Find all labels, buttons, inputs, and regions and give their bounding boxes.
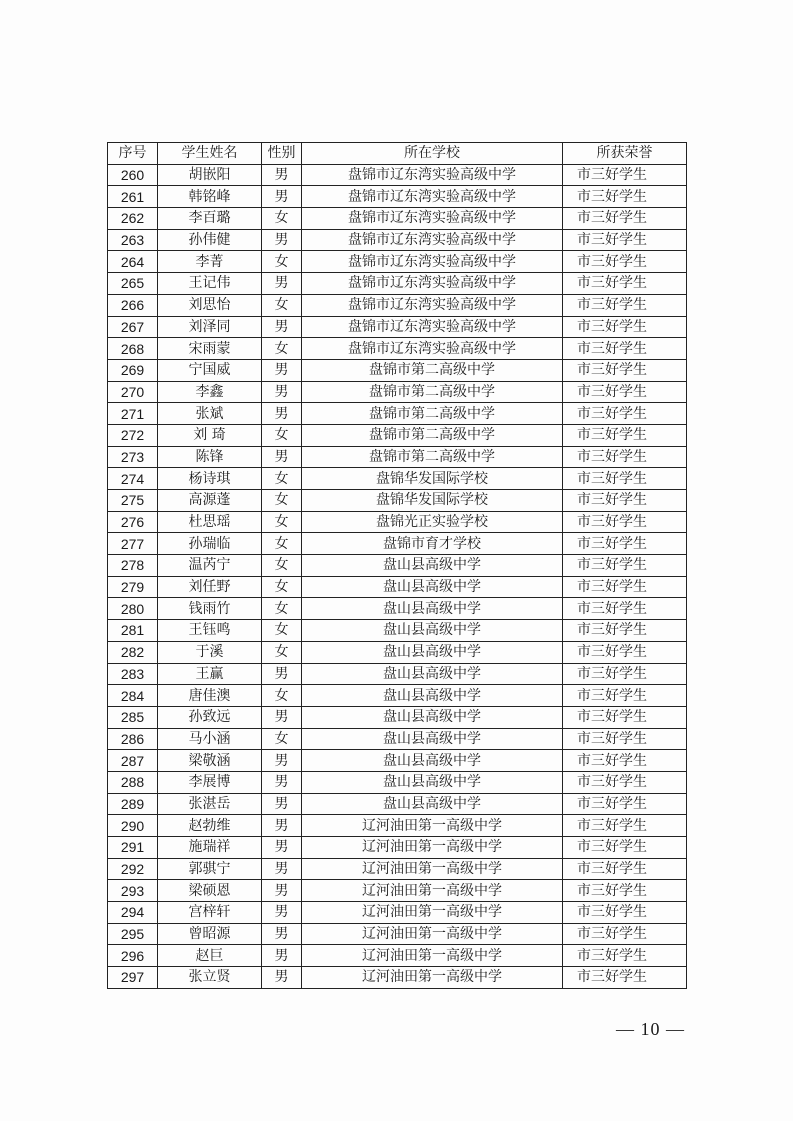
- cell-name: 杜思瑶: [158, 511, 262, 533]
- cell-no: 288: [108, 771, 158, 793]
- header-gender: 性别: [262, 143, 302, 165]
- cell-gender: 男: [262, 902, 302, 924]
- cell-honor: 市三好学生: [563, 576, 687, 598]
- table-row: [108, 403, 687, 425]
- table-row: [108, 381, 687, 403]
- cell-honor: 市三好学生: [563, 858, 687, 880]
- cell-name: 梁敬涵: [158, 750, 262, 772]
- cell-gender: 男: [262, 858, 302, 880]
- cell-no: 266: [108, 294, 158, 316]
- cell-honor: 市三好学生: [563, 555, 687, 577]
- cell-no: 276: [108, 511, 158, 533]
- cell-name: 曾昭源: [158, 923, 262, 945]
- cell-no: 287: [108, 750, 158, 772]
- cell-no: 264: [108, 251, 158, 273]
- header-honor: 所获荣誉: [563, 143, 687, 165]
- table-row: [108, 338, 687, 360]
- cell-honor: 市三好学生: [563, 533, 687, 555]
- cell-name: 宫梓轩: [158, 902, 262, 924]
- cell-name: 刘泽同: [158, 316, 262, 338]
- table-row: [108, 490, 687, 512]
- cell-no: 262: [108, 208, 158, 230]
- cell-no: 292: [108, 858, 158, 880]
- cell-school: 盘锦市第二高级中学: [302, 446, 563, 468]
- cell-school: 辽河油田第一高级中学: [302, 815, 563, 837]
- cell-school: 盘山县高级中学: [302, 685, 563, 707]
- cell-no: 279: [108, 576, 158, 598]
- cell-gender: 男: [262, 446, 302, 468]
- cell-no: 271: [108, 403, 158, 425]
- cell-name: 张湛岳: [158, 793, 262, 815]
- cell-name: 李菁: [158, 251, 262, 273]
- cell-gender: 男: [262, 880, 302, 902]
- cell-gender: 女: [262, 208, 302, 230]
- cell-honor: 市三好学生: [563, 273, 687, 295]
- cell-school: 盘山县高级中学: [302, 620, 563, 642]
- cell-no: 263: [108, 229, 158, 251]
- cell-no: 281: [108, 620, 158, 642]
- cell-no: 285: [108, 706, 158, 728]
- cell-school: 盘锦市辽东湾实验高级中学: [302, 208, 563, 230]
- cell-honor: 市三好学生: [563, 945, 687, 967]
- table-row: [108, 186, 687, 208]
- cell-honor: 市三好学生: [563, 685, 687, 707]
- cell-honor: 市三好学生: [563, 663, 687, 685]
- cell-gender: 男: [262, 706, 302, 728]
- cell-gender: 男: [262, 945, 302, 967]
- table-row: [108, 815, 687, 837]
- table-row: [108, 945, 687, 967]
- cell-name: 胡嵌阳: [158, 164, 262, 186]
- cell-no: 275: [108, 490, 158, 512]
- cell-school: 辽河油田第一高级中学: [302, 967, 563, 989]
- cell-gender: 男: [262, 771, 302, 793]
- cell-no: 290: [108, 815, 158, 837]
- table-row: [108, 251, 687, 273]
- cell-school: 盘锦市第二高级中学: [302, 403, 563, 425]
- header-no: 序号: [108, 143, 158, 165]
- cell-no: 265: [108, 273, 158, 295]
- table-header-row: [108, 143, 687, 165]
- cell-school: 辽河油田第一高级中学: [302, 945, 563, 967]
- cell-no: 270: [108, 381, 158, 403]
- cell-name: 孙瑞临: [158, 533, 262, 555]
- cell-school: 盘锦市辽东湾实验高级中学: [302, 294, 563, 316]
- cell-name: 张立贤: [158, 967, 262, 989]
- cell-honor: 市三好学生: [563, 728, 687, 750]
- cell-gender: 男: [262, 663, 302, 685]
- table-row: [108, 359, 687, 381]
- cell-gender: 男: [262, 837, 302, 859]
- cell-no: 274: [108, 468, 158, 490]
- cell-gender: 女: [262, 424, 302, 446]
- table-row: [108, 685, 687, 707]
- cell-school: 盘锦市辽东湾实验高级中学: [302, 316, 563, 338]
- table-row: [108, 555, 687, 577]
- cell-honor: 市三好学生: [563, 294, 687, 316]
- table-row: [108, 923, 687, 945]
- cell-honor: 市三好学生: [563, 902, 687, 924]
- cell-gender: 女: [262, 533, 302, 555]
- cell-school: 盘锦市育才学校: [302, 533, 563, 555]
- cell-honor: 市三好学生: [563, 641, 687, 663]
- cell-school: 盘山县高级中学: [302, 598, 563, 620]
- cell-honor: 市三好学生: [563, 359, 687, 381]
- table-row: [108, 511, 687, 533]
- table-row: [108, 424, 687, 446]
- cell-no: 293: [108, 880, 158, 902]
- cell-no: 286: [108, 728, 158, 750]
- cell-school: 辽河油田第一高级中学: [302, 880, 563, 902]
- table-row: [108, 229, 687, 251]
- cell-no: 284: [108, 685, 158, 707]
- cell-honor: 市三好学生: [563, 793, 687, 815]
- cell-name: 杨诗琪: [158, 468, 262, 490]
- cell-gender: 男: [262, 316, 302, 338]
- cell-honor: 市三好学生: [563, 923, 687, 945]
- cell-name: 王记伟: [158, 273, 262, 295]
- cell-honor: 市三好学生: [563, 468, 687, 490]
- cell-gender: 女: [262, 685, 302, 707]
- cell-no: 268: [108, 338, 158, 360]
- cell-honor: 市三好学生: [563, 511, 687, 533]
- cell-gender: 女: [262, 468, 302, 490]
- cell-name: 陈锋: [158, 446, 262, 468]
- cell-school: 盘山县高级中学: [302, 750, 563, 772]
- table-row: [108, 793, 687, 815]
- cell-name: 于溪: [158, 641, 262, 663]
- cell-name: 李百璐: [158, 208, 262, 230]
- cell-gender: 男: [262, 381, 302, 403]
- cell-school: 盘锦市第二高级中学: [302, 424, 563, 446]
- cell-school: 辽河油田第一高级中学: [302, 923, 563, 945]
- cell-gender: 女: [262, 338, 302, 360]
- header-school: 所在学校: [302, 143, 563, 165]
- cell-honor: 市三好学生: [563, 771, 687, 793]
- cell-school: 盘锦市辽东湾实验高级中学: [302, 338, 563, 360]
- cell-no: 273: [108, 446, 158, 468]
- cell-honor: 市三好学生: [563, 424, 687, 446]
- table-row: [108, 750, 687, 772]
- cell-name: 王赢: [158, 663, 262, 685]
- cell-no: 260: [108, 164, 158, 186]
- cell-no: 295: [108, 923, 158, 945]
- table-row: [108, 598, 687, 620]
- cell-school: 盘山县高级中学: [302, 641, 563, 663]
- cell-gender: 男: [262, 967, 302, 989]
- cell-gender: 女: [262, 490, 302, 512]
- student-honor-table: [107, 142, 687, 989]
- cell-gender: 女: [262, 251, 302, 273]
- cell-gender: 女: [262, 555, 302, 577]
- cell-gender: 男: [262, 403, 302, 425]
- cell-gender: 男: [262, 273, 302, 295]
- cell-name: 马小涵: [158, 728, 262, 750]
- cell-name: 郭骐宁: [158, 858, 262, 880]
- table-row: [108, 858, 687, 880]
- cell-gender: 男: [262, 815, 302, 837]
- table-row: [108, 294, 687, 316]
- table-row: [108, 837, 687, 859]
- cell-name: 钱雨竹: [158, 598, 262, 620]
- page-number: — 10 —: [616, 1019, 685, 1039]
- cell-honor: 市三好学生: [563, 229, 687, 251]
- cell-school: 盘山县高级中学: [302, 706, 563, 728]
- cell-name: 孙致远: [158, 706, 262, 728]
- cell-no: 272: [108, 424, 158, 446]
- table-row: [108, 533, 687, 555]
- cell-honor: 市三好学生: [563, 186, 687, 208]
- cell-honor: 市三好学生: [563, 490, 687, 512]
- cell-gender: 女: [262, 620, 302, 642]
- cell-honor: 市三好学生: [563, 403, 687, 425]
- cell-no: 267: [108, 316, 158, 338]
- cell-name: 宋雨蒙: [158, 338, 262, 360]
- cell-honor: 市三好学生: [563, 316, 687, 338]
- cell-name: 赵巨: [158, 945, 262, 967]
- cell-gender: 女: [262, 511, 302, 533]
- cell-honor: 市三好学生: [563, 837, 687, 859]
- table-row: [108, 620, 687, 642]
- cell-school: 盘山县高级中学: [302, 555, 563, 577]
- cell-school: 盘锦华发国际学校: [302, 468, 563, 490]
- cell-gender: 女: [262, 728, 302, 750]
- cell-gender: 男: [262, 793, 302, 815]
- cell-school: 辽河油田第一高级中学: [302, 858, 563, 880]
- cell-name: 张斌: [158, 403, 262, 425]
- cell-school: 辽河油田第一高级中学: [302, 837, 563, 859]
- cell-gender: 男: [262, 923, 302, 945]
- cell-school: 盘锦市辽东湾实验高级中学: [302, 186, 563, 208]
- cell-school: 辽河油田第一高级中学: [302, 902, 563, 924]
- cell-no: 296: [108, 945, 158, 967]
- cell-school: 盘锦市辽东湾实验高级中学: [302, 164, 563, 186]
- cell-honor: 市三好学生: [563, 164, 687, 186]
- table-row: [108, 967, 687, 989]
- cell-no: 291: [108, 837, 158, 859]
- cell-name: 赵勃维: [158, 815, 262, 837]
- cell-no: 261: [108, 186, 158, 208]
- cell-name: 温芮宁: [158, 555, 262, 577]
- cell-gender: 女: [262, 641, 302, 663]
- cell-honor: 市三好学生: [563, 251, 687, 273]
- cell-gender: 女: [262, 294, 302, 316]
- table-row: [108, 468, 687, 490]
- cell-no: 297: [108, 967, 158, 989]
- table-row: [108, 576, 687, 598]
- cell-school: 盘山县高级中学: [302, 576, 563, 598]
- table-row: [108, 880, 687, 902]
- cell-name: 刘任野: [158, 576, 262, 598]
- cell-gender: 女: [262, 576, 302, 598]
- cell-no: 283: [108, 663, 158, 685]
- cell-name: 梁硕恩: [158, 880, 262, 902]
- table-row: [108, 641, 687, 663]
- cell-school: 盘山县高级中学: [302, 728, 563, 750]
- cell-name: 李展博: [158, 771, 262, 793]
- cell-name: 王钰鸣: [158, 620, 262, 642]
- cell-no: 282: [108, 641, 158, 663]
- table-row: [108, 208, 687, 230]
- cell-honor: 市三好学生: [563, 446, 687, 468]
- cell-school: 盘锦市辽东湾实验高级中学: [302, 229, 563, 251]
- cell-name: 李鑫: [158, 381, 262, 403]
- cell-school: 盘锦市第二高级中学: [302, 381, 563, 403]
- table-row: [108, 706, 687, 728]
- cell-school: 盘锦市第二高级中学: [302, 359, 563, 381]
- cell-name: 施瑞祥: [158, 837, 262, 859]
- cell-school: 盘锦市辽东湾实验高级中学: [302, 251, 563, 273]
- cell-gender: 男: [262, 229, 302, 251]
- cell-gender: 女: [262, 598, 302, 620]
- cell-gender: 男: [262, 186, 302, 208]
- cell-no: 269: [108, 359, 158, 381]
- cell-gender: 男: [262, 750, 302, 772]
- cell-honor: 市三好学生: [563, 967, 687, 989]
- cell-school: 盘山县高级中学: [302, 663, 563, 685]
- table-row: [108, 771, 687, 793]
- cell-name: 刘思怡: [158, 294, 262, 316]
- table-row: [108, 446, 687, 468]
- cell-honor: 市三好学生: [563, 815, 687, 837]
- cell-name: 韩铭峰: [158, 186, 262, 208]
- cell-no: 289: [108, 793, 158, 815]
- cell-name: 高源蓬: [158, 490, 262, 512]
- cell-honor: 市三好学生: [563, 381, 687, 403]
- cell-school: 盘山县高级中学: [302, 771, 563, 793]
- table-row: [108, 164, 687, 186]
- cell-no: 294: [108, 902, 158, 924]
- cell-school: 盘山县高级中学: [302, 793, 563, 815]
- cell-honor: 市三好学生: [563, 208, 687, 230]
- cell-honor: 市三好学生: [563, 750, 687, 772]
- table-row: [108, 728, 687, 750]
- cell-honor: 市三好学生: [563, 880, 687, 902]
- cell-no: 278: [108, 555, 158, 577]
- cell-honor: 市三好学生: [563, 620, 687, 642]
- cell-school: 盘锦市辽东湾实验高级中学: [302, 273, 563, 295]
- table-body: [108, 164, 687, 988]
- table-row: [108, 316, 687, 338]
- table-row: [108, 902, 687, 924]
- cell-gender: 男: [262, 164, 302, 186]
- cell-honor: 市三好学生: [563, 598, 687, 620]
- cell-no: 277: [108, 533, 158, 555]
- cell-school: 盘锦华发国际学校: [302, 490, 563, 512]
- cell-name: 唐佳澳: [158, 685, 262, 707]
- cell-gender: 男: [262, 359, 302, 381]
- table-row: [108, 273, 687, 295]
- cell-honor: 市三好学生: [563, 338, 687, 360]
- cell-name: 孙伟健: [158, 229, 262, 251]
- cell-honor: 市三好学生: [563, 706, 687, 728]
- table-row: [108, 663, 687, 685]
- header-name: 学生姓名: [158, 143, 262, 165]
- cell-name: 刘 琦: [158, 424, 262, 446]
- cell-no: 280: [108, 598, 158, 620]
- cell-school: 盘锦光正实验学校: [302, 511, 563, 533]
- cell-name: 宁国威: [158, 359, 262, 381]
